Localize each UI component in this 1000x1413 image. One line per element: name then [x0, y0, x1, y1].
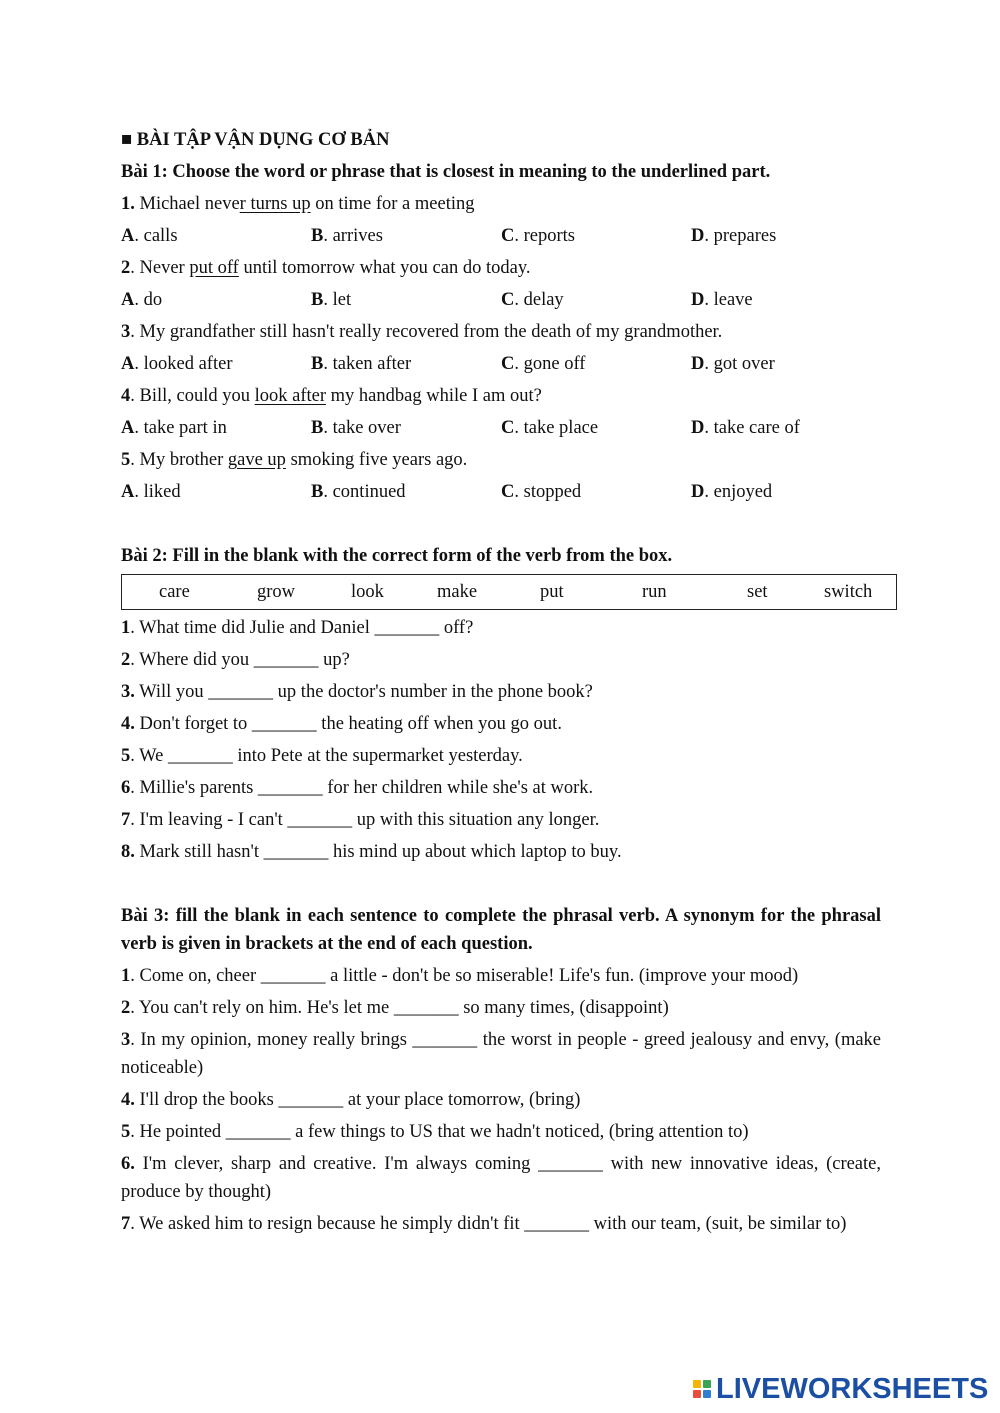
ex2-item[interactable]: 8. Mark still hasn't _______ his mind up about which laptop to buy.: [121, 842, 622, 862]
liveworksheets-logo[interactable]: [693, 1372, 988, 1406]
ex2-item[interactable]: 4. Don't forget to _______ the heating off when you go out.: [121, 714, 562, 734]
option-d[interactable]: D. leave: [691, 290, 753, 310]
option-d[interactable]: D. got over: [691, 354, 775, 374]
option-c[interactable]: C. stopped: [501, 482, 582, 502]
ex2-heading: Bài 2: Fill in the blank with the correct form of the verb from the box.: [121, 546, 673, 566]
box-word: run: [642, 582, 667, 602]
ex1-question: 3. My grandfather still hasn't really recovered from the death of my grandmother.: [121, 322, 723, 342]
option-c[interactable]: C. gone off: [501, 354, 586, 374]
option-b[interactable]: B. let: [311, 290, 352, 310]
logo-text: LIVEWORKSHEETS: [716, 1372, 989, 1405]
ex3-item[interactable]: 5. He pointed _______ a few things to US that we hadn't noticed, (bring attention to): [121, 1122, 749, 1142]
option-b[interactable]: B. arrives: [311, 226, 383, 246]
option-c[interactable]: C. delay: [501, 290, 564, 310]
ex3-heading: Bài 3: fill the blank in each sentence to complete the phrasal verb. A synonym for the phrasal verb is given in brackets at the end of each question.: [121, 906, 881, 954]
ex2-item[interactable]: 3. Will you _______ up the doctor's number in the phone book?: [121, 682, 593, 702]
ex2-item[interactable]: 6. Millie's parents _______ for her children while she's at work.: [121, 778, 594, 798]
ex3-item[interactable]: 7. We asked him to resign because he simply didn't fit _______ with our team, (suit, be similar to): [121, 1214, 847, 1234]
option-b[interactable]: B. taken after: [311, 354, 412, 374]
option-c[interactable]: C. take place: [501, 418, 599, 438]
ex3-item[interactable]: 4. I'll drop the books _______ at your place tomorrow, (bring): [121, 1090, 581, 1110]
spacer: [121, 868, 881, 900]
ex1-options: [121, 348, 881, 380]
option-a[interactable]: A. calls: [121, 226, 178, 246]
ex3-item[interactable]: 6. I'm clever, sharp and creative. I'm always coming _______ with new innovative ideas, (create, produce by thought): [121, 1154, 881, 1202]
box-word: put: [540, 582, 564, 602]
ex1-question: 5. My brother gave up smoking five years ago.: [121, 450, 468, 470]
ex1-options: [121, 220, 881, 252]
option-b[interactable]: B. continued: [311, 482, 406, 502]
worksheet: [121, 124, 881, 1240]
word-box: [121, 574, 897, 610]
spacer: [121, 508, 881, 540]
option-d[interactable]: D. take care of: [691, 418, 800, 438]
page-title: ■ BÀI TẬP VẬN DỤNG CƠ BẢN: [121, 130, 390, 150]
box-word: care: [159, 582, 190, 602]
ex1-options: [121, 412, 881, 444]
box-word: make: [437, 582, 478, 602]
ex1-options: [121, 476, 881, 508]
option-a[interactable]: A. looked after: [121, 354, 233, 374]
box-word: look: [351, 582, 384, 602]
option-a[interactable]: A. liked: [121, 482, 181, 502]
option-a[interactable]: A. do: [121, 290, 163, 310]
option-d[interactable]: D. enjoyed: [691, 482, 773, 502]
ex2-item[interactable]: 1. What time did Julie and Daniel _______ off?: [121, 618, 474, 638]
option-d[interactable]: D. prepares: [691, 226, 777, 246]
ex3-item[interactable]: 1. Come on, cheer _______ a little - don't be so miserable! Life's fun. (improve your mood): [121, 966, 799, 986]
box-word: grow: [257, 582, 296, 602]
box-word: set: [747, 582, 768, 602]
ex1-question: 1. Michael never turns up on time for a meeting: [121, 194, 475, 214]
ex2-item[interactable]: 7. I'm leaving - I can't _______ up with this situation any longer.: [121, 810, 600, 830]
ex1-question: 4. Bill, could you look after my handbag while I am out?: [121, 386, 542, 406]
option-a[interactable]: A. take part in: [121, 418, 227, 438]
option-c[interactable]: C. reports: [501, 226, 575, 246]
ex1-question: 2. Never put off until tomorrow what you can do today.: [121, 258, 531, 278]
box-word: switch: [824, 582, 873, 602]
option-b[interactable]: B. take over: [311, 418, 401, 438]
ex1-options: [121, 284, 881, 316]
logo-mark-icon: [693, 1380, 711, 1398]
ex1-heading: Bài 1: Choose the word or phrase that is closest in meaning to the underlined part.: [121, 162, 771, 182]
ex3-item[interactable]: 2. You can't rely on him. He's let me _______ so many times, (disappoint): [121, 998, 669, 1018]
ex2-item[interactable]: 5. We _______ into Pete at the supermarket yesterday.: [121, 746, 523, 766]
ex2-item[interactable]: 2. Where did you _______ up?: [121, 650, 350, 670]
ex3-item[interactable]: 3. In my opinion, money really brings _______ the worst in people - greed jealousy and envy, (make noticeable): [121, 1030, 881, 1078]
